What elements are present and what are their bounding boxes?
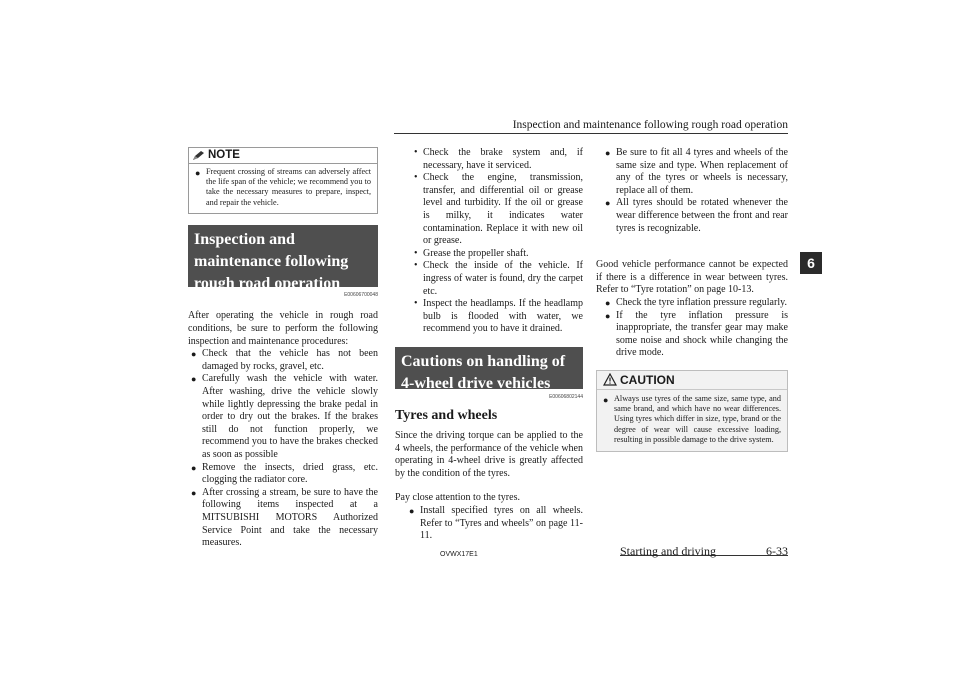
caution-box bbox=[596, 370, 788, 452]
list-item: • Check the engine, transmission, transfer, and differential oil or grease level and turbidity. If the oil or grease is milky, it indicates water contamination. Replace it with new oil or grease. bbox=[414, 172, 583, 247]
list-item: ● All tyres should be rotated whenever the wear difference between the front and rear tyres is recognizable. bbox=[605, 197, 788, 234]
caution-body bbox=[597, 390, 787, 451]
list-item: ● Check that the vehicle has not been damaged by rocks, gravel, etc. bbox=[191, 348, 378, 372]
section1-intro: After operating the vehicle in rough road conditions, be sure to perform the following inspection and maintenance procedures: bbox=[188, 310, 378, 347]
note-item: ● Frequent crossing of streams can adversely affect the life span of the vehicle; we recommend you to take the necessary measures to prepare, inspect, and repair the vehicle. bbox=[195, 167, 371, 207]
subsection-title: Tyres and wheels bbox=[395, 407, 498, 423]
caution-item: ● Always use tyres of the same size, same type, and same brand, and which have no wear differences. Using tyres which differ in size, type, brand or the degree of wear will cause excessive loading, resulting in possible damage to the drive system. bbox=[603, 393, 781, 444]
list-item: ● Carefully wash the vehicle with water. After washing, drive the vehicle slowly while lightly depressing the brake pedal in order to dry out the brakes. If the brakes still do not function properly, we recommend you to have the brakes checked as soon as possible bbox=[191, 373, 378, 460]
bullet-icon: ● bbox=[605, 297, 611, 308]
section-banner-inspection: Inspection and maintenance following rough road operation bbox=[188, 225, 378, 287]
caution-label: CAUTION bbox=[620, 372, 675, 387]
doc-code: OVWX17E1 bbox=[440, 551, 478, 558]
col3-list-2 bbox=[596, 297, 788, 360]
bullet-icon: ● bbox=[191, 462, 197, 473]
list-item: ● Check the tyre inflation pressure regularly. bbox=[605, 296, 787, 308]
list-item: ● Remove the insects, dried grass, etc. clogging the radiator core. bbox=[191, 461, 378, 486]
col3-list bbox=[596, 147, 788, 235]
list-item: • Grease the propeller shaft. bbox=[414, 247, 529, 259]
header-rule bbox=[394, 133, 788, 134]
bullet-icon: ● bbox=[191, 487, 197, 498]
note-body bbox=[189, 164, 377, 213]
bullet-icon: ● bbox=[605, 198, 611, 209]
dash-list bbox=[395, 147, 583, 336]
note-header bbox=[189, 148, 377, 164]
section2-list bbox=[395, 505, 583, 543]
bullet-icon: ● bbox=[409, 506, 415, 517]
bullet-icon: ● bbox=[195, 168, 201, 178]
footer-section: Starting and driving bbox=[620, 544, 716, 558]
column-2 bbox=[395, 147, 583, 543]
note-label: NOTE bbox=[208, 149, 240, 162]
chapter-tab[interactable]: 6 bbox=[800, 252, 822, 274]
bullet-icon: ● bbox=[191, 349, 197, 360]
running-header: Inspection and maintenance following rough road operation bbox=[512, 119, 788, 131]
bullet-icon: ● bbox=[605, 310, 611, 321]
section-code: E00606700048 bbox=[344, 291, 378, 298]
list-item: • Inspect the headlamps. If the headlamp bulb is flooded with water, we recommend you to have it drained. bbox=[414, 298, 583, 335]
bullet-icon: ● bbox=[605, 148, 611, 158]
pencil-icon bbox=[192, 150, 205, 161]
section2-intro: Since the driving torque can be applied to the 4 wheels, the performance of the vehicle when operating in 4-wheel drive is greatly affected by the condition of the tyres. bbox=[395, 430, 583, 479]
caution-header bbox=[597, 371, 787, 390]
column-3 bbox=[596, 147, 788, 452]
section2-intro2: Pay close attention to the tyres. bbox=[395, 492, 520, 504]
list-item: ● Install specified tyres on all wheels. Refer to “Tyres and wheels” on page 11-11. bbox=[409, 505, 583, 542]
list-item: ● After crossing a stream, be sure to have the following items inspected at a MITSUBISHI MOTORS Authorized Service Point and take the necessary measures. bbox=[191, 486, 378, 549]
note-box bbox=[188, 147, 378, 214]
section1-list bbox=[188, 348, 378, 550]
section-code: E00606802144 bbox=[549, 393, 583, 400]
list-item: ● Be sure to fit all 4 tyres and wheels of the same size and type. When replacement of any of the tyres or wheels is necessary, replace all of them. bbox=[605, 147, 788, 196]
list-item: • Check the inside of the vehicle. If ingress of water is found, dry the carpet etc. bbox=[414, 260, 583, 297]
list-item: ● If the tyre inflation pressure is inappropriate, the transfer gear may make some noise and shock while changing the drive mode. bbox=[605, 309, 788, 359]
bullet-icon: ● bbox=[603, 394, 609, 405]
warning-triangle-icon bbox=[603, 373, 617, 386]
list-item: • Check the brake system and, if necessary, have it serviced. bbox=[414, 147, 583, 171]
page-number: 6-33 bbox=[766, 544, 788, 558]
section-banner-4wd: Cautions on handling of 4-wheel drive vehicles bbox=[395, 347, 583, 389]
bullet-icon: ● bbox=[191, 374, 197, 385]
col3-paragraph: Good vehicle performance cannot be expected if there is a difference in wear between tyres. Refer to “Tyre rotation” on page 10-13. bbox=[596, 259, 788, 296]
column-1 bbox=[188, 147, 378, 550]
